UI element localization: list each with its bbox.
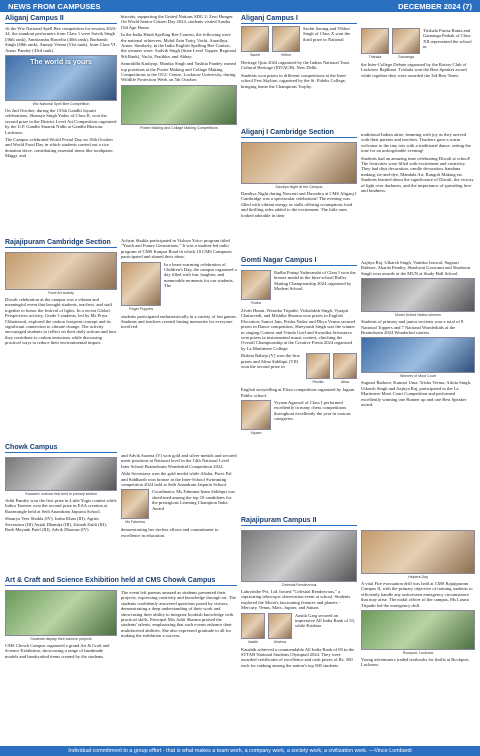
- student-photo: [241, 400, 271, 430]
- article-text: Radha Pratap Yaduvanshi of Class I won the bronze medal in the Inter-school Roller Skating Championship 2024 organized by Modern School.: [274, 270, 356, 292]
- section-title: Chowk Campus: [5, 443, 117, 453]
- article-text: Aajitya Raj, Utkarsh Singh, Vanisha Jaiswal, Sugauri Rathore, Akarsh Pandey, Shashwat Goswami and Shashwat Singh won awards at the MUN at Study Hall School.: [361, 260, 471, 276]
- photo-caption: Dandiya Night at the Campus: [275, 185, 323, 189]
- article-text: English storytelling at Elixir competition organized by Jagran Public school.: [241, 387, 355, 398]
- photo-caption: Krishna: [273, 639, 287, 644]
- article-text: Young adventurers traded textbooks for thrills at Rockport, Lucknow.: [361, 657, 470, 668]
- photo-caption: Vibhor: [280, 53, 292, 57]
- header-right: DECEMBER 2024 (7): [398, 1, 472, 11]
- article-text: Students won prizes in different competitions at the Inter-school Fest Skyline, organised by the St. Fidelis College, bringing home the Champions Trophy.: [241, 72, 347, 89]
- rajajipuram-campus-ii-section: [241, 516, 475, 742]
- photo-caption: Ms Fahmina: [125, 520, 145, 525]
- section-title: Art & Craft and Science Exhibition held at CMS Chowk Campus: [5, 576, 237, 586]
- article-text: Sachit Sarang and Vibhor Singh of Class X won the third prize in National: [303, 26, 351, 42]
- photo-banner-text: The world is yours: [30, 59, 92, 67]
- column-3-top: [241, 14, 357, 122]
- article-text: At the Wiz National Spell Bee competition for session 2023-24, the standout performers from Class 1 were Satvik Singh (36th rank), Amritanshu Haweliu (40th rank), Rudransh Singh (48th rank), Amnay Verma (51st rank), from Class VI, Arnav Pandey (43rd rank).: [5, 26, 117, 53]
- rockport-photo: [361, 610, 475, 650]
- photo-caption: Celestial Rendezvous: [281, 583, 317, 587]
- article-text: The event left parents amazed as students presented their projects, expressing creativity and knowledge through art. The students confidently answered questions posed by visitors, demonstrating a deep understanding of their work and showcasing their ability to integrate hookish knowledge with practical skills. Principal Mrs Aditi Sharma praised the students' talents, emphasizing that such events enhance their multifaceted abilities. She also expressed gratitude to all for making the exhibition a success.: [121, 590, 236, 639]
- section-title: Aliganj Campus I: [241, 14, 357, 24]
- student-photo: [272, 26, 300, 52]
- finger-puppets-photo: [121, 262, 161, 306]
- photo-caption: Helpers Day: [408, 575, 428, 579]
- photo-caption: Rockport, Lucknow: [402, 651, 434, 656]
- food-art-photo: [5, 252, 117, 290]
- celestial-photo: [241, 530, 357, 582]
- photo-caption: Alina: [341, 380, 349, 385]
- art-craft-section: [5, 576, 237, 742]
- moot-court-photo: [361, 337, 475, 373]
- aliganj-cambridge-section: [241, 128, 475, 248]
- page-footer: [0, 746, 480, 756]
- article-text: the Inter-College Debate organised by the Rotary Club of Lucknow Rajdhani. Trishala won the Best Speaker award while together they were awarded the 3rd Best Team.: [361, 62, 467, 78]
- article-text: Samriddhi Kashyap, Manika Singh and Yashita Pandey earned top positions at the Poster Making and Collage Making Competitions at the OGC Centre, Lucknow University, during Wildlife Protection Week on 5th October.: [121, 61, 236, 83]
- poster-making-photo: [121, 85, 237, 125]
- header-left: NEWS FROM CAMPUSES: [8, 1, 101, 11]
- article-text: Heritage Quiz 2024 organized by the Indian National Trust Cultural Heritage (INTACH), New Delhi.: [241, 60, 350, 71]
- section-title: Rajajipuram Cambridge Section: [5, 238, 117, 248]
- photo-caption: Winners of Moot Court: [400, 374, 436, 379]
- article-text: In a heart-warming celebration of Children's Day, the campus organized a day filled with fun, laughter, and memorable moments for our students. The: [164, 261, 237, 289]
- article-text: Students of primary and junior sections won a total of 8 National Toppers and 7 National Wonderkids at the Brainobrain 2024 Wonderkid contest.: [361, 319, 464, 336]
- article-text: A vital Fire evacuation drill was held at CMS Rajajipuram Campus II, with the primary objective of training students to efficiently handle any unforeseen emergency circumstance that may arise. The nodal officer of the campus, Ms Laxmi Tripathi led the emergency drill.: [361, 581, 473, 608]
- section-title: Rajajipuram Campus II: [241, 516, 357, 526]
- photo-caption: Viyaan: [250, 431, 262, 436]
- photo-caption: Poster Making and Collage Making Competitions: [140, 125, 218, 130]
- section-title: Aliganj I Cambridge Section: [241, 128, 357, 138]
- article-text: Students had an amazing time celebrating Diwali at school! The festivities were filled with excitement and creativity. They had diya decoration, candle decoration, bandana making, tie-and-dye, Mandala Art, Rangoli Making etc. Students learned about the significance of Diwali, the victory of light over darkness, and the importance of spreading love and kindness.: [361, 155, 474, 194]
- article-text: Aastik Garg secured an impressive All India Rank of 33, while Krishna: [295, 612, 355, 629]
- photo-caption: Wiz National Spell Bee Competition: [32, 102, 90, 107]
- article-text: The Campus celebrated World Postal Day on 10th October and World Food Day in which students carried out a rice donation drive, contributing essential items like toothpaste, Maggi, and: [5, 137, 114, 159]
- article-text: Shaurya Veer Shukla (IV), Insha Khan (III), Agrim Srivastava (III) Anjali Dhamija (III), Zainab Zaidi (III), Rudr Mayank Patel (III), Advik Dhawan (IV): [5, 516, 107, 533]
- chowk-campus-section: [5, 443, 237, 575]
- article-text: biscuits, supporting the United Nations SDG 2: Zero Hunger. On World Senior Citizen Day 2024, students visited Aastha Old Age Home.: [121, 14, 234, 30]
- article-text: CMS Chowk Campus organized a grand Art & Craft and Science Exhibition, showcasing a range of handmade models and handcrafted items created by the students.: [5, 643, 110, 659]
- column-4-top: [361, 28, 475, 136]
- footer-quote: Individual commitment to a group effort - that is what makes a team work, a company work, a society work, a civilization work. —Vince Lombardi: [68, 748, 412, 754]
- article-text: Rishita Raheja (V) won the first prizes and Alina Siddiqui (VII) won the second prize in: [241, 353, 300, 370]
- article-text: On 2nd October, during the 155th Gandhi Jayanti celebrations, Shanaya Singh Yadav of Class II, won the second prize in the District Level Art Competition organized by the U.P. Gandhi Smarak Nidhi at Gandhi Bhawan, Lucknow.: [5, 108, 117, 135]
- coordinator-photo: [121, 489, 149, 519]
- photo-caption: Trishala: [368, 55, 382, 59]
- article-text: Kaushik achieved a commendable All India Rank of 69 in the STTAR National Students Olympiad 2024. They were awarded certificates of excellence and cash prizes of Rs. 500 each for ranking among the nation's top 500 students.: [241, 646, 355, 668]
- gomti-nagar-section: [241, 256, 475, 528]
- student-photo: [333, 353, 357, 379]
- article-text: students participated enthusiastically in a variety of fun games. Students and teachers created lasting memories for everyone involved.: [121, 313, 237, 330]
- mun-winners-photo: [361, 278, 475, 312]
- article-text: In the India Hindi Spelling Bee Contest, the following were the national achievers: Mohd Zain Tariq, Vachi, Aaradhya, Arnav. Similarly, in the India English Spelling Bee Contest, the winners were: Aadvik Singh (State Level Topper, Regional 9th Rank), Vachi, Pratibha, and Abhay.: [121, 32, 237, 59]
- science-projects-photo: [5, 590, 117, 636]
- student-photo: [241, 26, 269, 52]
- article-text: traditional Indian attire, beaming with joy as they arrived with their parents and teachers. Teachers gave a warm welcome to the tiny tots with a traditional dance, setting the tone for an unforgettable evening!: [361, 132, 471, 154]
- student-photo: [392, 28, 420, 54]
- photo-caption: Model United Nation winners: [395, 313, 441, 318]
- science-fest-photo: [5, 457, 117, 491]
- photo-caption: Gauranga: [398, 55, 414, 59]
- article-text: Suguari Rathore, Kumari Uma, Trisha Verma, Arkita Singh, Utkarsh Singh and Aajitya Raj, participated in the La Martiniere Moot Court Competition and performed excellently winning one Runner up and one Best Speaker award.: [361, 380, 472, 408]
- article-text: and Advik Saxena (V) won gold and silver medals and secured merit positions at National level in the 14th National Level Inter School Brainobrain Wonderkid Competition 2024.: [121, 453, 237, 469]
- student-photo: [268, 613, 292, 639]
- article-text: Dandiya Night during Navratri and Dussehra at CMS Aliganj I Cambridge was a spectacular celebration! The evening was filled with vibrant energy as stalls offering scrumptious food and thrilling rides added to the excitement. The little ones looked adorable in their: [241, 191, 357, 218]
- dandiya-photo: [241, 142, 357, 184]
- article-text: demonstrating her tireless efforts and commitment to excellence in education.: [121, 527, 219, 538]
- section-title: Aliganj Campus II: [5, 14, 117, 24]
- rajajipuram-cambridge-section: [5, 238, 237, 448]
- article-text: Trishala Purisa Raina and Gauranga Pathak of Class XII represented the school in: [423, 28, 472, 50]
- article-text: Aditi Pandey won the first prize in Little Yogis contest while Indira Tanveer won the second prize in EAA creation at Razzmingle held at Seth Anandram Jaipuria School.: [5, 498, 117, 514]
- article-text: Labryinthe Pvt. Ltd. hosted "Celestial Rendezvous," a captivating telescopic observation event at school. Students explored the Moon's fascinating features and planets - Mercury, Venus, Mars, Jupiter, and Saturn.: [241, 589, 351, 611]
- article-text: Achyut Shukla participated in Vishwa Yoico program titled "Youth and Future Generations." It was a student-led radio program of CMS Kanpur Road in which 10 CMS Campuses participated and shared their ideas.: [121, 238, 232, 260]
- article-text: Diwali celebration at the campus was a vibrant and meaningful event that brought students, teachers, and staff together to honor the festival of lights. In a recent Global Perspectives activity, Grade 3 students, led by Ms Priya Chhatrawal, explored the carbon footprint concept and its significant connection to climate change. The activity encouraged students to reflect on their daily actions and how they contribute to carbon emissions while discussing practical ways to reduce their environmental impact.: [5, 297, 117, 346]
- photo-caption: Rishita: [312, 380, 324, 385]
- student-photo: [306, 353, 330, 379]
- photo-caption: Aastik: [248, 639, 258, 644]
- photo-caption: Rudra: [251, 301, 261, 305]
- student-photo: [361, 28, 389, 54]
- student-photo: [241, 613, 265, 639]
- helpers-day-photo: [361, 530, 475, 574]
- article-text: Coordinator, Ms Fahmina Inam Siddiqui was shortlisted among the top 10 candidates for the prestigious Learning Champion India Award: [152, 489, 236, 511]
- student-photo: [241, 270, 271, 300]
- photo-caption: Sachit: [250, 53, 260, 57]
- page-header: [0, 0, 480, 12]
- spell-bee-photo: [5, 55, 117, 101]
- photo-caption: 'Kalasetu' science fest held in primary section: [24, 492, 98, 496]
- photo-caption: Students display their science projects: [30, 637, 92, 641]
- article-text: Zivah Hasan, Warnika Tripathi, Vishalaksh Singh, Vyaapti Chaturvedi, and Mishika Sharma won prizes in English Elocution; Samvi Jain, Prisha Yadav and Dhya Verma secured prizes in Dance competition, Shreyansh Singh was the winner in singing Contest and Vrinda Goel and Swastika Srivastava won prizes in instrumental music contest, clinching the Overall Championship at the Creative Fiesta 2024 organised by La Martiniere College.: [241, 308, 355, 351]
- column-2-top: [121, 14, 237, 236]
- photo-caption: Finger Puppets: [128, 306, 154, 311]
- section-title: Gomti Nagar Campus I: [241, 256, 357, 266]
- article-text: Viyaan Agarwal of Class I performed excellently in many chess competitions throughout excellently the year in various categories.: [274, 400, 351, 422]
- photo-caption: Food Art activity: [48, 291, 74, 295]
- article-text: Abhi Srivastava won the gold medal while Alisha, Purvi Pal and Siddharth won bronze in the Inter-School Swimming competition 2024 held at Seth Anandram Jaipuria School.: [121, 471, 232, 488]
